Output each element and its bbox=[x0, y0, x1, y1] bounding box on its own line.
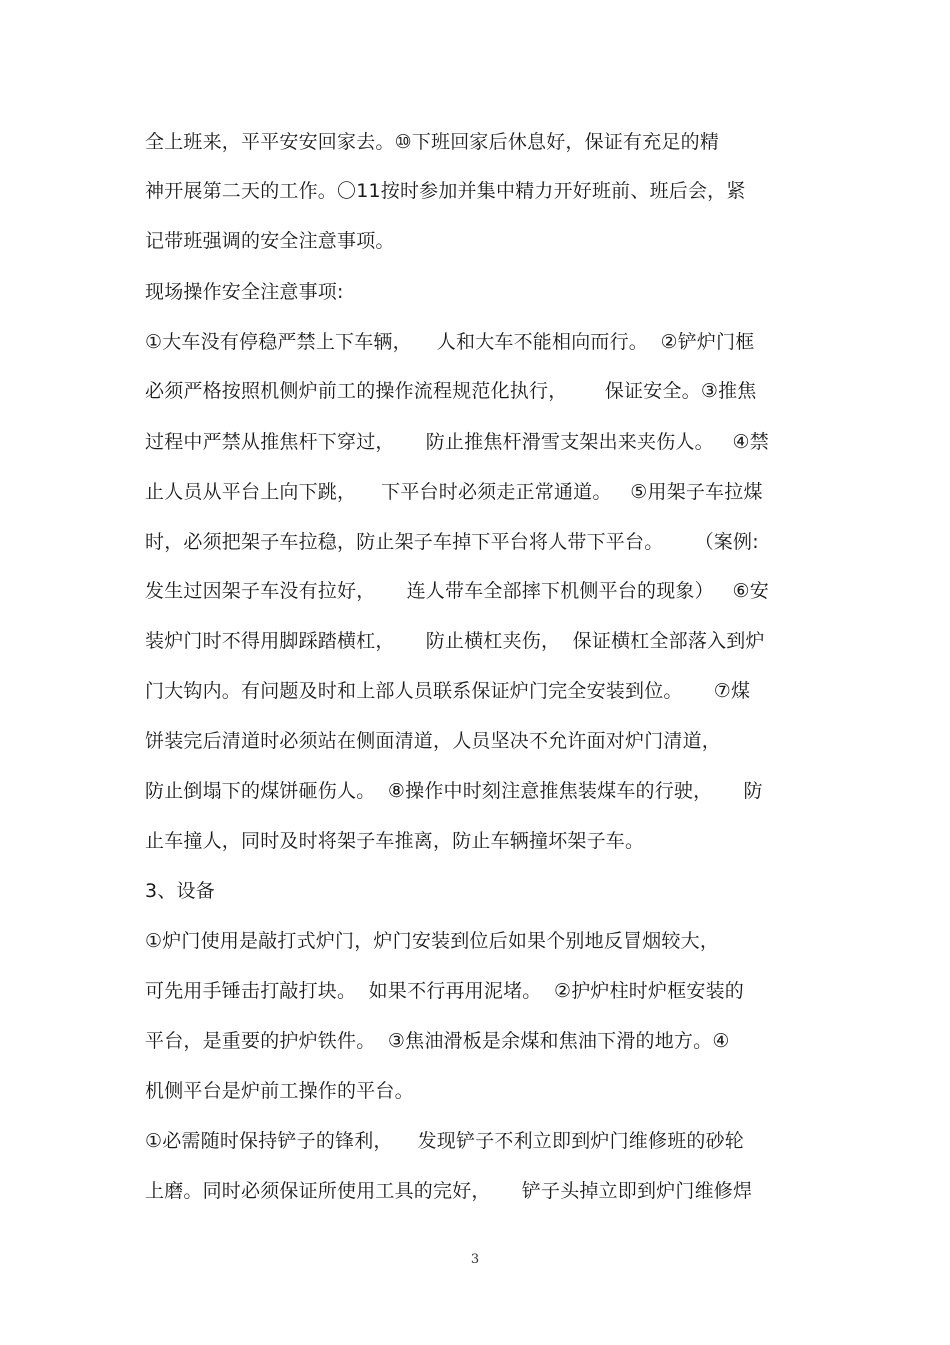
text-line: ①大车没有停稳严禁上下车辆， 人和大车不能相向而行。 ②铲炉门框 bbox=[145, 331, 755, 353]
text-line: 止车撞人，同时及时将架子车推离，防止车辆撞坏架子车。 bbox=[145, 830, 645, 852]
text-line: 止人员从平台上向下跳， 下平台时必须走正常通道。 ⑤用架子车拉煤 bbox=[145, 481, 763, 503]
text-line: 机侧平台是炉前工操作的平台。 bbox=[145, 1080, 414, 1102]
text-line: 必须严格按照机侧炉前工的操作流程规范化执行， 保证安全。③推焦 bbox=[145, 380, 757, 402]
text-line: 平台，是重要的护炉铁件。 ③焦油滑板是余煤和焦油下滑的地方。④ bbox=[145, 1030, 730, 1052]
page-number: 3 bbox=[470, 1252, 480, 1267]
text-line: 全上班来，平平安安回家去。⑩下班回家后休息好，保证有充足的精 bbox=[145, 131, 720, 153]
text-line: 时，必须把架子车拉稳，防止架子车掉下平台将人带下平台。 （案例: bbox=[145, 531, 759, 553]
text-line: ①炉门使用是敲打式炉门，炉门安装到位后如果个别地反冒烟较大， bbox=[145, 930, 720, 952]
text-line: 上磨。同时必须保证所使用工具的完好， 铲子头掉立即到炉门维修焊 bbox=[145, 1180, 753, 1202]
text-line: 可先用手锤击打敲打块。 如果不行再用泥堵。 ②护炉柱时炉框安装的 bbox=[145, 980, 744, 1002]
text-line: 门大钩内。有问题及时和上部人员联系保证炉门完全安装到位。 ⑦煤 bbox=[145, 680, 751, 702]
section-heading: 现场操作安全注意事项: bbox=[145, 281, 344, 303]
text-line: 神开展第二天的工作。〇11按时参加并集中精力开好班前、班后会，紧 bbox=[145, 180, 746, 202]
text-line: 饼装完后清道时必须站在侧面清道，人员坚决不允许面对炉门清道， bbox=[145, 730, 722, 752]
text-line: 防止倒塌下的煤饼砸伤人。 ⑧操作中时刻注意推焦装煤车的行驶， 防 bbox=[145, 780, 763, 802]
text-line: ①必需随时保持铲子的锋利， 发现铲子不利立即到炉门维修班的砂轮 bbox=[145, 1130, 744, 1152]
text-line: 发生过因架子车没有拉好， 连人带车全部摔下机侧平台的现象） ⑥安 bbox=[145, 580, 769, 602]
text-line: 装炉门时不得用脚踩踏横杠， 防止横杠夹伤， 保证横杠全部落入到炉 bbox=[145, 630, 765, 652]
text-line: 记带班强调的安全注意事项。 bbox=[145, 230, 395, 252]
text-line: 过程中严禁从推焦杆下穿过， 防止推焦杆滑雪支架出来夹伤人。 ④禁 bbox=[145, 431, 769, 453]
section-heading: 3、设备 bbox=[145, 880, 215, 902]
